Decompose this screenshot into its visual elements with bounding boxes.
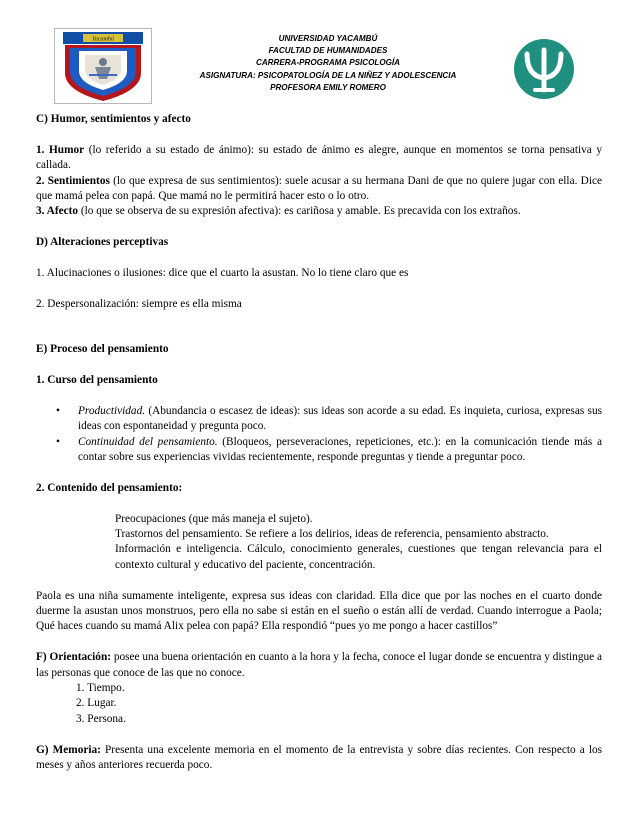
list-item — [36, 435, 602, 466]
afecto-label: 3. Afecto — [36, 205, 79, 218]
university-logo — [54, 28, 152, 104]
contenido-line: Información e inteligencia. Cálculo, conocimiento generales, cuestiones que tengan relevancia para el contexto cultural y educativo del paciente, concentración. — [115, 543, 602, 571]
memoria-text: Presenta una excelente memoria en el momento de la entrevista y sobre días recientes. Con respecto a los meses y años anteriores recuerda poco. — [36, 743, 603, 772]
list-item — [36, 404, 602, 435]
humor-text: (lo referido a su estado de ánimo): su estado de ánimo es alegre, aunque en momentos se torna pensativa y callada. — [36, 143, 602, 172]
paola-paragraph: Paola es una niña sumamente inteligente, expresa sus ideas con claridad. Ella dice que por las noches en el cuarto donde duerme la asustan unos monstruos, pero ella no sabe si están en el sueño o están allí de verdad. Cuando interrogue a Paola; Qué haces cuando su mamá Alix pelea con papá? Ella respondió “pues yo me pongo a hacer castillos” — [36, 589, 602, 633]
alucinaciones-item: 1. Alucinaciones o ilusiones: dice que el cuarto la asustan. No lo tiene claro que es — [36, 267, 409, 280]
orientacion-paragraph — [36, 650, 602, 681]
curso-bullet-list — [36, 404, 602, 466]
bullet-icon: • — [56, 435, 60, 448]
bullet-icon: • — [56, 404, 60, 417]
professor-name: PROFESORA EMILY ROMERO — [270, 82, 386, 92]
continuidad-label: Continuidad del pensamiento. — [78, 435, 218, 448]
psi-logo — [513, 38, 575, 100]
productividad-label: Productividad. — [78, 404, 146, 417]
section-c-title: C) Humor, sentimientos y afecto — [36, 113, 191, 125]
contenido-pensamiento-title: 2. Contenido del pensamiento: — [36, 481, 183, 494]
orientacion-label: F) Orientación: — [36, 651, 111, 664]
faculty-name: FACULTAD DE HUMANIDADES — [268, 46, 388, 56]
curso-pensamiento-title: 1. Curso del pensamiento — [36, 374, 158, 387]
document-header — [150, 33, 506, 94]
course-name: ASIGNATURA: PSICOPATOLOGÍA DE LA NIÑEZ Y ADOLESCENCIA — [199, 70, 457, 80]
list-item: 2. Lugar. — [76, 697, 117, 710]
memoria-paragraph — [36, 743, 602, 774]
logo-text: Yacambú — [92, 36, 114, 43]
continuidad-text: (Bloqueos, perseveraciones, repeticiones, etc.): en la comunicación tiende más a contar sobre sus experiencias vividas recientemente, responde preguntas y tiende a preguntar poco. — [78, 435, 603, 464]
shield-emblem-icon — [55, 29, 151, 103]
list-item: 1. Tiempo. — [76, 682, 125, 695]
contenido-line: Preocupaciones (que más maneja el sujeto). — [115, 512, 313, 525]
humor-paragraph — [36, 143, 602, 174]
sentimientos-label: 2. Sentimientos — [36, 174, 110, 187]
humor-label: 1. Humor — [36, 143, 85, 156]
university-name: UNIVERSIDAD YACAMBÚ — [278, 34, 378, 43]
despersonalizacion-item: 2. Despersonalización: siempre es ella misma — [36, 297, 242, 310]
orientacion-list — [36, 681, 602, 727]
program-name: CARRERA-PROGRAMA PSICOLOGÍA — [255, 58, 401, 68]
section-d-title: D) Alteraciones perceptivas — [36, 236, 169, 249]
productividad-text: (Abundancia o escasez de ideas): sus ideas son acorde a su edad. Es inquieta, curiosa, expresas sus ideas con espontaneidad y pregunta poco. — [78, 404, 602, 433]
list-item: 3. Persona. — [76, 712, 126, 725]
sentimientos-paragraph — [36, 174, 602, 205]
orientacion-text: posee una buena orientación en cuanto a la hora y la fecha, conoce el lugar donde se encuentra y distingue a las personas que conoce de las que no conoce. — [36, 651, 602, 679]
psi-icon — [513, 38, 575, 100]
sentimientos-text: (lo que expresa de sus sentimientos): suele acusar a su hermana Dani de que no quiere jugar con ella. Dice que mamá pelea con papá. Que mamá no le permitirá hacer esto o lo otro. — [36, 174, 602, 203]
section-e-title: E) Proceso del pensamiento — [36, 343, 169, 356]
afecto-paragraph — [36, 204, 602, 219]
memoria-label: G) Memoria: — [36, 743, 101, 756]
afecto-text: (lo que se observa de su expresión afectiva): es cariñosa y amable. Es precavida con los extraños. — [78, 205, 521, 218]
document-body — [36, 112, 602, 773]
contenido-line: Trastornos del pensamiento. Se refiere a los delirios, ideas de referencia, pensamiento abstracto. — [115, 528, 549, 541]
